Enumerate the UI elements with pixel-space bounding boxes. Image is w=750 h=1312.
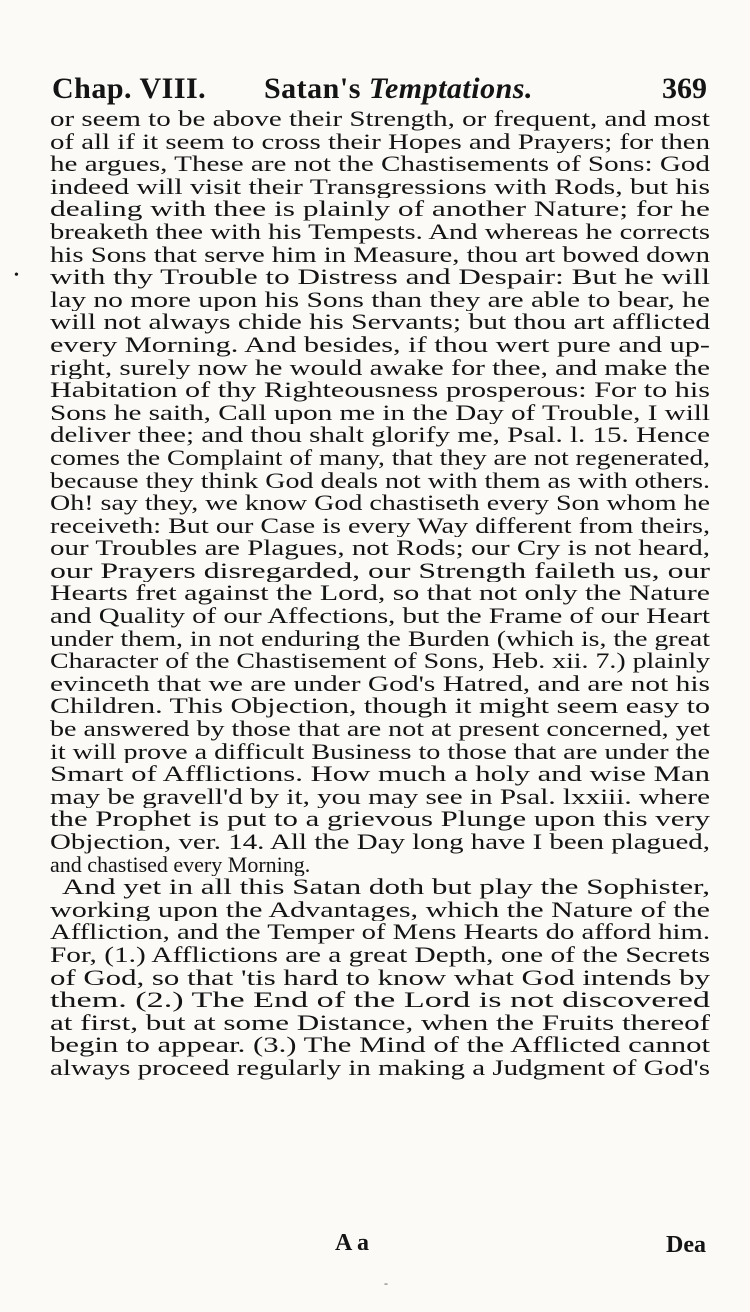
catchword: Dea: [666, 1232, 706, 1258]
text-line: [50, 537, 710, 560]
text-line-content: working upon the Advantages, which the Nature of the: [50, 898, 710, 922]
text-line: [50, 921, 710, 944]
text-line: [50, 808, 710, 831]
text-line: [50, 876, 710, 899]
text-line: [50, 899, 710, 922]
text-line: [50, 379, 710, 402]
text-line-content: Objection, ver. 14. All the Day long have I been plagued,: [50, 831, 710, 854]
text-line: [50, 176, 710, 199]
running-title-italic: Temptations.: [368, 72, 533, 105]
text-line-content: them. (2.) The End of the Lord is not discovered: [50, 989, 710, 1012]
text-line-content: For, (1.) Afflictions are a great Depth, one of the Secrets: [50, 943, 710, 967]
text-line-content: evinceth that we are under God's Hatred, and are not his: [50, 672, 710, 696]
text-line-content: receiveth: But our Case is every Way different from theirs,: [50, 514, 710, 538]
text-line: [50, 560, 710, 583]
text-line: [50, 989, 710, 1012]
text-line-content: Habitation of thy Righteousness prosperous: For to his: [50, 379, 710, 402]
text-line-content: dealing with thee is plainly of another Nature; for he: [50, 198, 710, 221]
text-line-content: and Quality of our Affections, but the Frame of our Heart: [50, 605, 710, 628]
text-line-content: deliver thee; and thou shalt glorify me, Psal. l. 15. Hence: [50, 424, 710, 447]
text-line-content: and chastised every Morning.: [50, 853, 311, 877]
text-line-content: breaketh thee with his Tempests. And whereas he corrects: [50, 220, 710, 244]
text-line-content: may be gravell'd by it, you may see in Psal. lxxiii. where: [50, 785, 710, 809]
text-line-content: Children. This Objection, though it might seem easy to: [50, 695, 710, 719]
text-line-content: always proceed regularly in making a Judgment of God's: [50, 1056, 710, 1080]
text-line: [50, 244, 710, 267]
text-line-content: indeed will visit their Transgressions with Rods, but his: [50, 175, 710, 199]
text-line-content: he argues, These are not the Chastisements of Sons: God: [50, 153, 710, 176]
text-line: [50, 424, 710, 447]
text-line-content: lay no more upon his Sons than they are able to bear, he: [50, 288, 710, 312]
text-line: [50, 1012, 710, 1035]
text-line: [50, 131, 710, 154]
running-title-roman: Satan's: [264, 72, 361, 105]
text-line: [50, 786, 710, 809]
text-line: [50, 447, 710, 470]
text-line: [50, 1034, 710, 1057]
text-line: [50, 582, 710, 605]
text-line-content: it will prove a difficult Business to those that are under the: [50, 740, 710, 764]
text-line-content: Affliction, and the Temper of Mens Hearts do afford him.: [50, 921, 710, 944]
text-line-content: of God, so that 'tis hard to know what God intends by: [50, 966, 710, 990]
text-line: [50, 334, 710, 357]
text-line-content: right, surely now he would awake for thee, and make the: [50, 356, 710, 380]
text-line-content: our Prayers disregarded, our Strength faileth us, our: [50, 559, 710, 583]
chapter-label: Chap. VIII.: [52, 72, 207, 105]
text-line-content: every Morning. And besides, if thou wert pure and up-: [50, 333, 710, 357]
text-line-content: Smart of Afflictions. How much a holy and wise Man: [50, 763, 710, 786]
text-line-content: because they think God deals not with them as with others.: [50, 469, 710, 493]
text-line-content: at first, but at some Distance, when the Fruits thereof: [50, 1011, 710, 1035]
running-title: [264, 72, 533, 106]
text-line: [50, 605, 710, 628]
text-line: [50, 402, 710, 425]
page-footer: [0, 1230, 750, 1264]
text-line: [50, 944, 710, 967]
text-line: [50, 763, 710, 786]
text-line-content: under them, in not enduring the Burden (which is, the great: [50, 627, 710, 651]
text-line-content: Sons he saith, Call upon me in the Day of Trouble, I will: [50, 401, 710, 425]
text-line: [50, 741, 710, 764]
text-line-content: be answered by those that are not at present concerned, yet: [50, 718, 710, 741]
text-line-content: Character of the Chastisement of Sons, Heb. xii. 7.) plainly: [50, 650, 710, 673]
text-line: [50, 650, 710, 673]
text-line-content: will not always chide his Servants; but thou art afflicted: [50, 311, 710, 334]
text-line-content: Hearts fret against the Lord, so that not only the Nature: [50, 582, 710, 606]
text-line-content: his Sons that serve him in Measure, thou art bowed down: [50, 243, 710, 267]
text-line-content: begin to appear. (3.) The Mind of the Afflicted cannot: [50, 1034, 710, 1057]
text-line: [50, 967, 710, 990]
text-line-content: Oh! say they, we know God chastiseth every Son whom he: [50, 492, 710, 515]
text-line: [50, 831, 710, 854]
text-line: [50, 108, 710, 131]
text-line: [50, 470, 710, 493]
signature-mark: A a: [335, 1230, 370, 1256]
text-line-content: or seem to be above their Strength, or frequent, and most: [50, 108, 710, 131]
margin-mark: •: [14, 268, 19, 283]
text-line-content: of all if it seem to cross their Hopes and Prayers; for then: [50, 130, 710, 154]
text-line: [50, 266, 710, 289]
text-line: [50, 221, 710, 244]
text-line: [50, 153, 710, 176]
text-line-content: the Prophet is put to a grievous Plunge upon this very: [50, 808, 710, 831]
text-line: [50, 515, 710, 538]
bottom-mark: -: [384, 1276, 388, 1290]
page-number: 369: [662, 72, 707, 105]
text-line-content: with thy Trouble to Distress and Despair: But he will: [50, 266, 710, 289]
text-line: [50, 628, 710, 651]
text-line: [50, 198, 710, 221]
text-line: [50, 289, 710, 312]
text-line-content: our Troubles are Plagues, not Rods; our Cry is not heard,: [50, 537, 710, 560]
text-line: [50, 357, 710, 380]
text-line: [50, 1057, 710, 1080]
body-text: [50, 108, 710, 1080]
text-line-content: comes the Complaint of many, that they are not regenerated,: [50, 446, 710, 470]
text-line: [50, 695, 710, 718]
text-line: [50, 718, 710, 741]
text-line: [50, 673, 710, 696]
text-line: [50, 854, 710, 877]
running-header: [52, 72, 707, 108]
text-line-content: And yet in all this Satan doth but play the Sophister,: [62, 876, 710, 899]
text-line: [50, 492, 710, 515]
text-line: [50, 311, 710, 334]
